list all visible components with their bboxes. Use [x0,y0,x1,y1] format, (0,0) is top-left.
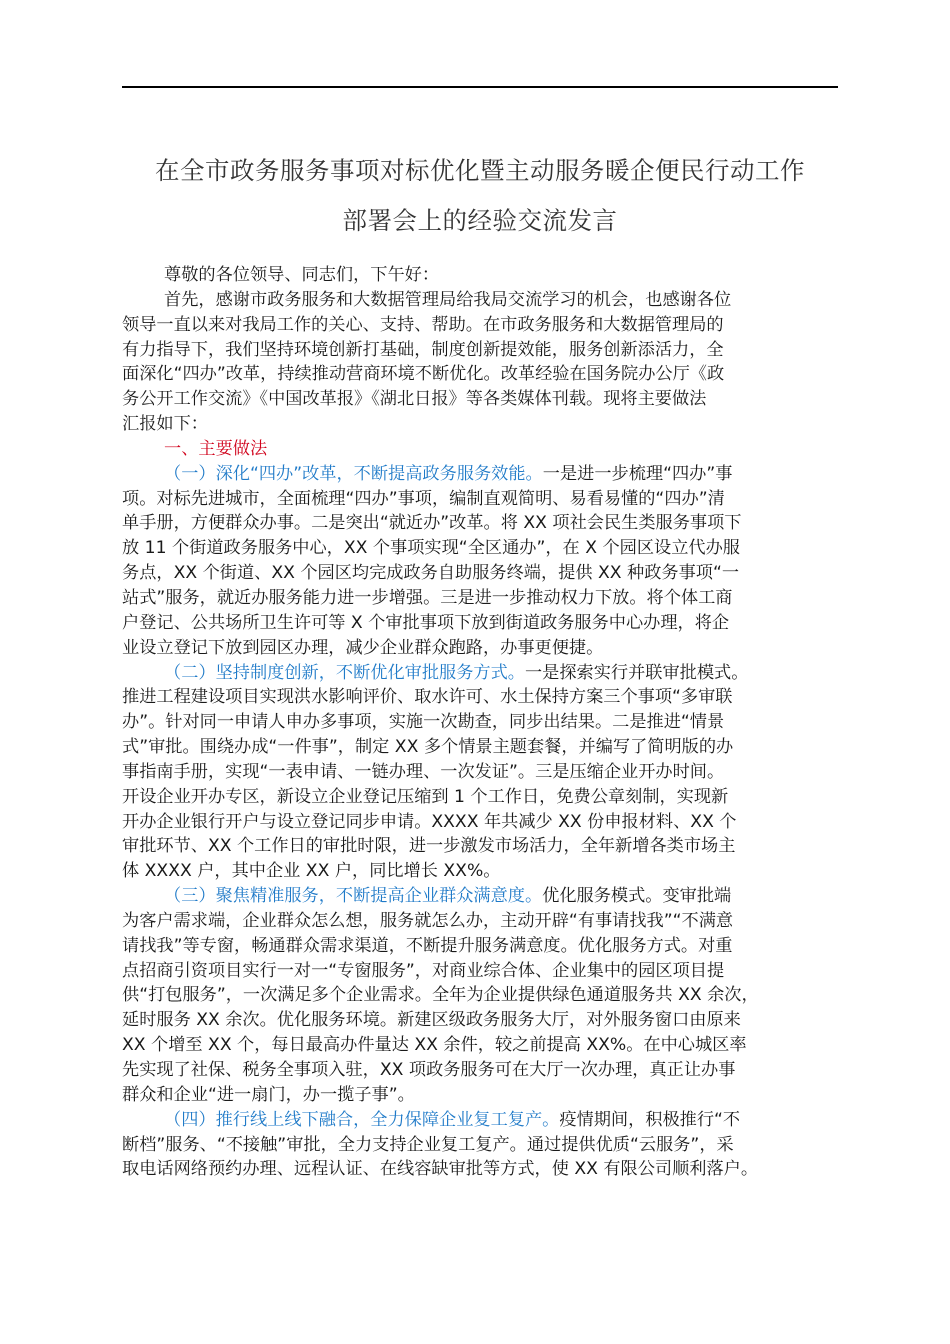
subsection-heading: （三）聚焦精准服务，不断提高企业群众满意度。 [164,886,543,907]
text-line: 体 XXXX 户，其中企业 XX 户，同比增长 XX%。 [122,861,501,882]
section-1 [122,462,854,661]
text-line: 汇报如下： [122,414,208,435]
text-line: 开设企业开办专区，新设立企业登记压缩到 1 个工作日，免费公章刻制，实现新 [122,786,729,807]
text-line: 请找我”等专窗，畅通群众需求渠道，不断提升服务满意度。优化服务方式。对重 [122,935,733,956]
greeting: 尊敬的各位领导、同志们，下午好： [164,265,440,285]
text-line: 点招商引资项目实行一对一“专窗服务”，对商业综合体、企业集中的园区项目提 [122,960,725,981]
section-heading: 一、主要做法 [164,438,268,459]
text-line: 推进工程建设项目实现洪水影响评价、取水许可、水土保持方案三个事项“多审联 [122,687,733,708]
section-2 [122,661,854,885]
text-line: 开办企业银行开户与设立登记同步申请。XXXX 年共减少 XX 份申报材料、XX 个 [122,811,737,832]
text-line: 务公开工作交流》《中国改革报》《湖北日报》等各类媒体刊载。现将主要做法 [122,389,707,410]
text-line: 放 11 个街道政务服务中心，XX 个事项实现“全区通办”，在 X 个园区设立代办服 [122,538,740,559]
text-line: 供“打包服务”，一次满足多个企业需求。全年为企业提供绿色通道服务共 XX 余次， [122,985,759,1006]
header-rule [122,86,838,88]
document-title [110,146,850,246]
text-line: 领导一直以来对我局工作的关心、支持、帮助。在市政务服务和大数据管理局的 [122,314,724,335]
text-line: 延时服务 XX 余次。优化服务环境。新建区级政务服务大厅，对外服务窗口由原来 [122,1010,741,1031]
subsection-heading: （四）推行线上线下融合，全力保障企业复工复产。 [164,1109,560,1130]
text-line: 群众和企业“进一扇门，办一揽子事”。 [122,1084,415,1105]
text-line: 面深化“四办”改革，持续推动营商环境不断优化。改革经验在国务院办公厅《政 [122,364,725,385]
title-line-1: 在全市政务服务事项对标优化暨主动服务暖企便民行动工作 [155,156,805,185]
text-line: 先实现了社保、税务全事项入驻，XX 项政务服务可在大厅一次办理，真正让办事 [122,1060,736,1080]
text-line: 单手册，方便群众办事。二是突出“就近办”改革。将 XX 项社会民生类服务事项下 [122,513,742,534]
text-line: 为客户需求端，企业群众怎么想，服务就怎么办，主动开辟“有事请找我”“不满意 [122,910,734,931]
section-3 [122,884,854,1108]
text-fragment: 一是探索实行并联审批模式。 [524,662,749,683]
text-line: 户登记、公共场所卫生许可等 X 个审批事项下放到街道政务服务中心办理，将企 [122,612,730,633]
text-line: 取电话网络预约办理、远程认证、在线容缺审批等方式，使 XX 有限公司顺利落户。 [122,1159,759,1180]
text-line: 事指南手册，实现“一表申请、一链办理、一次发证”。三是压缩企业开办时间。 [122,761,725,782]
text-line: 项。对标先进城市，全面梳理“四办”事项，编制直观简明、易看易懂的“四办”清 [122,488,725,509]
text-line: 式”审批。围绕办成“一件事”，制定 XX 多个情景主题套餐，并编写了简明版的办 [122,737,734,758]
subsection-heading: （一）深化“四办”改革，不断提高政务服务效能。 [164,463,543,484]
intro-paragraph [122,288,854,437]
title-line-2: 部署会上的经验交流发言 [342,206,618,235]
text-line: 办”。针对同一申请人申办多事项，实施一次勘查，同步出结果。二是推进“情景 [122,712,725,733]
text-line: 务点，XX 个街道、XX 个园区均完成政务自助服务终端，提供 XX 种政务事项“一 [122,563,740,584]
document-body [122,263,854,1182]
text-fragment: 一是进一步梳理“四办”事 [542,463,733,484]
text-line: XX 个增至 XX 个，每日最高办件量达 XX 余件，较之前提高 XX%。在中心城区率 [122,1035,747,1056]
text-fragment: 优化服务模式。变审批端 [542,886,732,907]
text-line: 有力指导下，我们坚持环境创新打基础，制度创新提效能，服务创新添活力，全 [122,339,724,360]
text-fragment: 疫情期间，积极推行“不 [559,1109,741,1130]
text-line: 业设立登记下放到园区办理，减少企业群众跑路，办事更便捷。 [122,637,604,658]
text-line: 审批环节、XX 个工作日的审批时限，进一步激发市场活力，全年新增各类市场主 [122,836,736,857]
text-line: 断档”服务、“不接触”审批，全力支持企业复工复产。通过提供优质“云服务”，采 [122,1134,734,1155]
section-4 [122,1108,854,1183]
text-line: 首先，感谢市政务服务和大数据管理局给我局交流学习的机会，也感谢各位 [164,289,732,310]
text-line: 站式”服务，就近办服务能力进一步增强。三是进一步推动权力下放。将个体工商 [122,587,733,608]
subsection-heading: （二）坚持制度创新，不断优化审批服务方式。 [164,662,525,683]
